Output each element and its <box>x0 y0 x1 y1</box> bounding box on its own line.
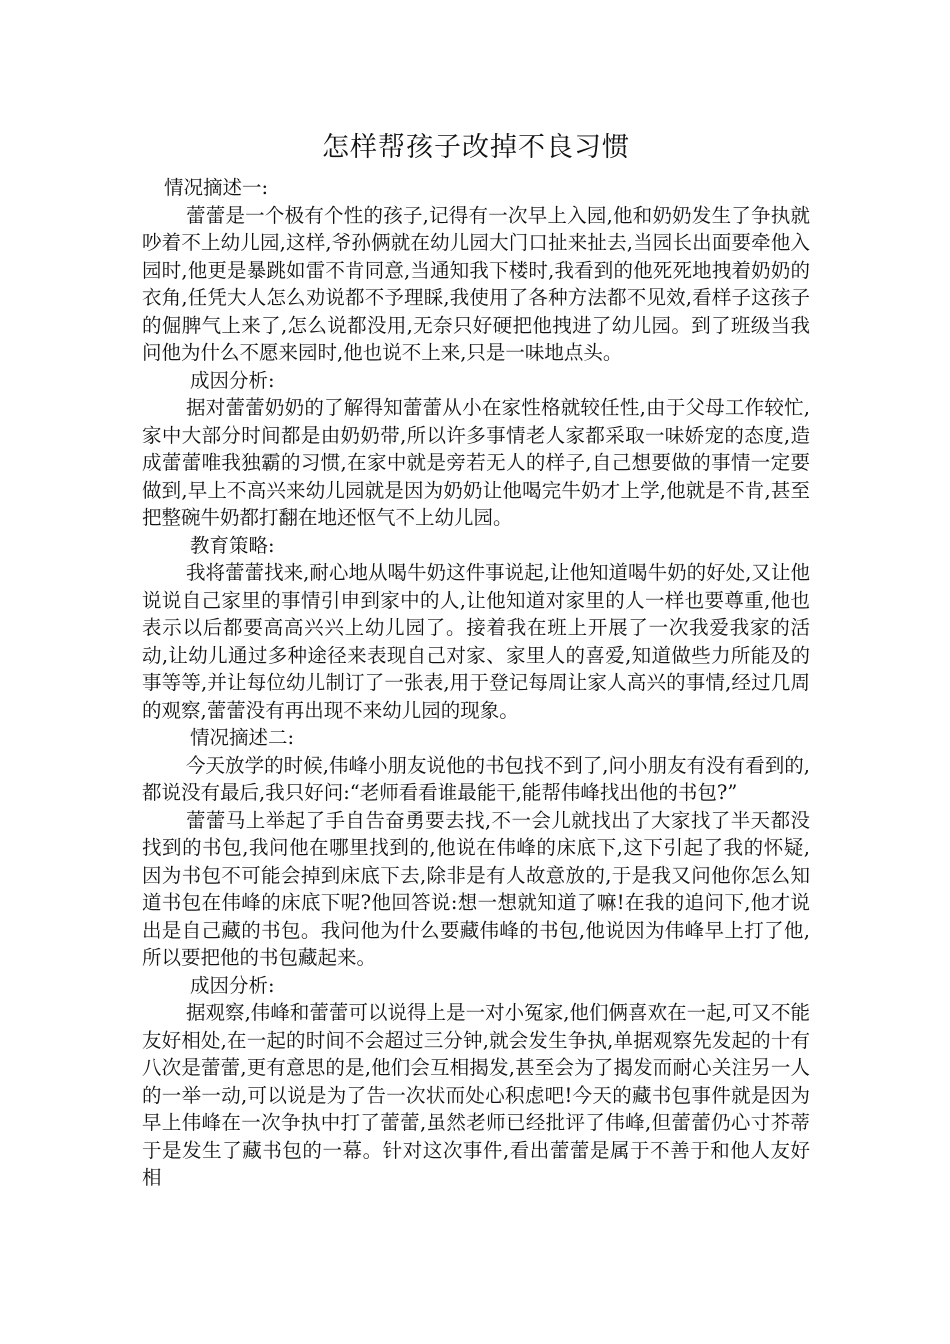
section-heading-strategy: 教育策略: <box>190 533 275 557</box>
section-heading-situation-1: 情况摘述一: <box>164 176 269 199</box>
document-body <box>142 174 810 1192</box>
section-heading-cause-1: 成因分析: <box>190 368 275 392</box>
paragraph-situation-2b: 蕾蕾马上举起了手自告奋勇要去找,不一会儿就找出了大家找了半天都没找到的书包,我问他在哪里找到的,他说在伟峰的床底下,这下引起了我的怀疑,因为书包不可能会掉到床底下去,除非是有人故意放的,于是我又问他你怎么知道书包在伟峰的床底下呢?他回答说:想一想就知道了嘛!在我的追问下,他才说出是自己藏的书包。我问他为什么要藏伟峰的书包,他说因为伟峰早上打了他,所以要把他的书包藏起来。 <box>142 808 810 969</box>
section-heading-cause-2: 成因分析: <box>190 973 275 997</box>
section-heading-situation-2: 情况摘述二: <box>190 726 295 749</box>
paragraph-situation-2a: 今天放学的时候,伟峰小朋友说他的书包找不到了,问小朋友有没有看到的,都说没有最后,我只好问:“老师看看谁最能干,能帮伟峰找出他的书包?” <box>142 753 810 804</box>
document-page <box>142 128 810 1192</box>
paragraph-cause-1: 据对蕾蕾奶奶的了解得知蕾蕾从小在家性格就较任性,由于父母工作较忙,家中大部分时间都是由奶奶带,所以许多事情老人家都采取一味娇宠的态度,造成蕾蕾唯我独霸的习惯,在家中就是旁若无人的样子,自己想要做的事情一定要做到,早上不高兴来幼儿园就是因为奶奶让他喝完牛奶才上学,他就是不肯,甚至把整碗牛奶都打翻在地还怄气不上幼儿园。 <box>142 396 810 529</box>
paragraph-situation-1: 蕾蕾是一个极有个性的孩子,记得有一次早上入园,他和奶奶发生了争执就吵着不上幼儿园,这样,爷孙俩就在幼儿园大门口扯来扯去,当园长出面要牵他入园时,他更是暴跳如雷不肯同意,当通知我下楼时,我看到的他死死地拽着奶奶的衣角,任凭大人怎么劝说都不予理睬,我使用了各种方法都不见效,看样子这孩子的倔脾气上来了,怎么说都没用,无奈只好硬把他拽进了幼儿园。到了班级当我问他为什么不愿来园时,他也说不上来,只是一味地点头。 <box>142 203 810 364</box>
document-title: 怎样帮孩子改掉不良习惯 <box>322 132 630 163</box>
paragraph-strategy: 我将蕾蕾找来,耐心地从喝牛奶这件事说起,让他知道喝牛奶的好处,又让他说说自己家里的事情引申到家中的人,让他知道对家里的人一样也要尊重,他也表示以后都要高高兴兴上幼儿园了。接着我在班上开展了一次我爱我家的活动,让幼儿通过多种途径来表现自己对家、家里人的喜爱,知道做些力所能及的事等等,并让每位幼儿制订了一张表,用于登记每周让家人高兴的事情,经过几周的观察,蕾蕾没有再出现不来幼儿园的现象。 <box>142 561 810 722</box>
paragraph-cause-2: 据观察,伟峰和蕾蕾可以说得上是一对小冤家,他们俩喜欢在一起,可又不能友好相处,在一起的时间不会超过三分钟,就会发生争执,单据观察先发起的十有八次是蕾蕾,更有意思的是,他们会互相揭发,甚至会为了揭发而耐心关注另一人的一举一动,可以说是为了告一次状而处心积虑吧!今天的藏书包事件就是因为早上伟峰在一次争执中打了蕾蕾,虽然老师已经批评了伟峰,但蕾蕾仍心寸芥蒂于是发生了藏书包的一幕。针对这次事件,看出蕾蕾是属于不善于和他人友好相 <box>142 1001 810 1189</box>
